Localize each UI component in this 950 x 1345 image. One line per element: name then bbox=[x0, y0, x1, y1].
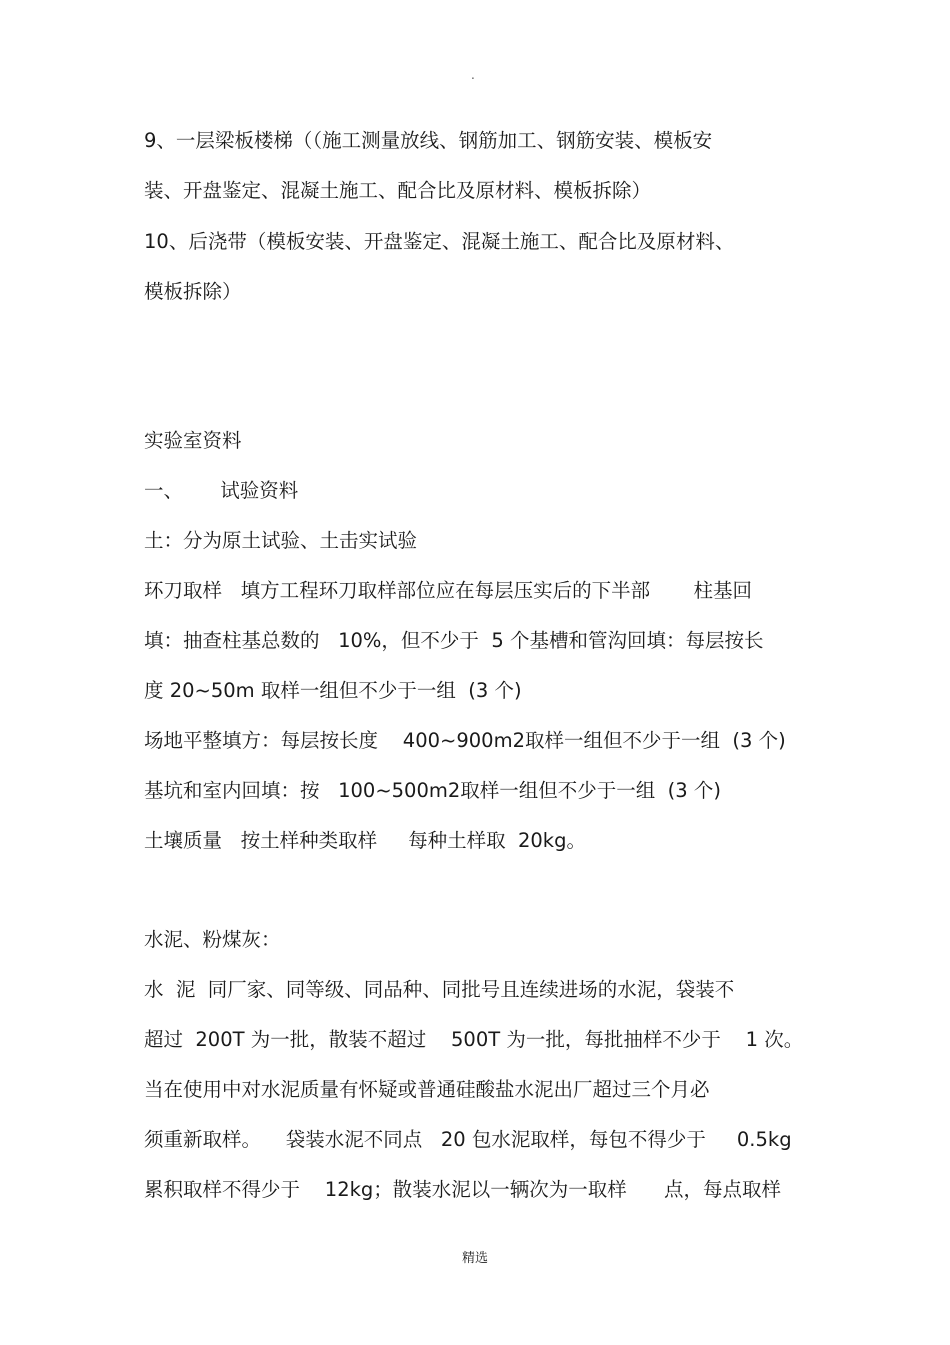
page-footer: 精选 bbox=[461, 1251, 488, 1266]
section-title: 实验室资料 bbox=[144, 429, 242, 452]
text-line: 环刀取样 填方工程环刀取样部位应在每层压实后的下半部 柱基回 bbox=[144, 579, 752, 602]
text-line: 水 泥 同厂家、同等级、同品种、同批号且连续进场的水泥，袋装不 bbox=[144, 978, 735, 1001]
text-line: 装、开盘鉴定、混凝土施工、配合比及原材料、模板拆除） bbox=[144, 179, 652, 202]
text-line: 当在使用中对水泥质量有怀疑或普通硅酸盐水泥出厂超过三个月必 bbox=[144, 1078, 710, 1101]
text-line: 10、后浇带（模板安装、开盘鉴定、混凝土施工、配合比及原材料、 bbox=[144, 230, 735, 253]
text-line: 基坑和室内回填：按 100~500m2取样一组但不少于一组 (3 个) bbox=[144, 779, 721, 802]
text-line: 土：分为原土试验、土击实试验 bbox=[144, 529, 418, 552]
text-line: 9、一层梁板楼梯（（施工测量放线、钢筋加工、钢筋安装、模板安 bbox=[144, 129, 713, 152]
text-line: 度 20~50m 取样一组但不少于一组 (3 个) bbox=[144, 679, 522, 702]
subsection-heading: 水泥、粉煤灰： bbox=[144, 928, 281, 951]
text-line: 模板拆除） bbox=[144, 280, 242, 303]
text-line: 场地平整填方：每层按长度 400~900m2取样一组但不少于一组 (3 个) bbox=[144, 729, 786, 752]
text-line: 须重新取样。 袋装水泥不同点 20 包水泥取样，每包不得少于 0.5kg bbox=[144, 1128, 792, 1151]
text-line: 填：抽查柱基总数的 10%，但不少于 5 个基槽和管沟回填：每层按长 bbox=[144, 629, 764, 652]
text-line: 超过 200T 为一批，散装不超过 500T 为一批，每批抽样不少于 1 次。 bbox=[144, 1028, 804, 1051]
text-line: 累积取样不得少于 12kg；散装水泥以一辆次为一取样 点，每点取样 bbox=[144, 1178, 781, 1201]
header-mark: . bbox=[471, 68, 475, 82]
text-line: 土壤质量 按土样种类取样 每种土样取 20kg。 bbox=[144, 829, 586, 852]
subsection-heading: 一、 试验资料 bbox=[144, 479, 299, 502]
